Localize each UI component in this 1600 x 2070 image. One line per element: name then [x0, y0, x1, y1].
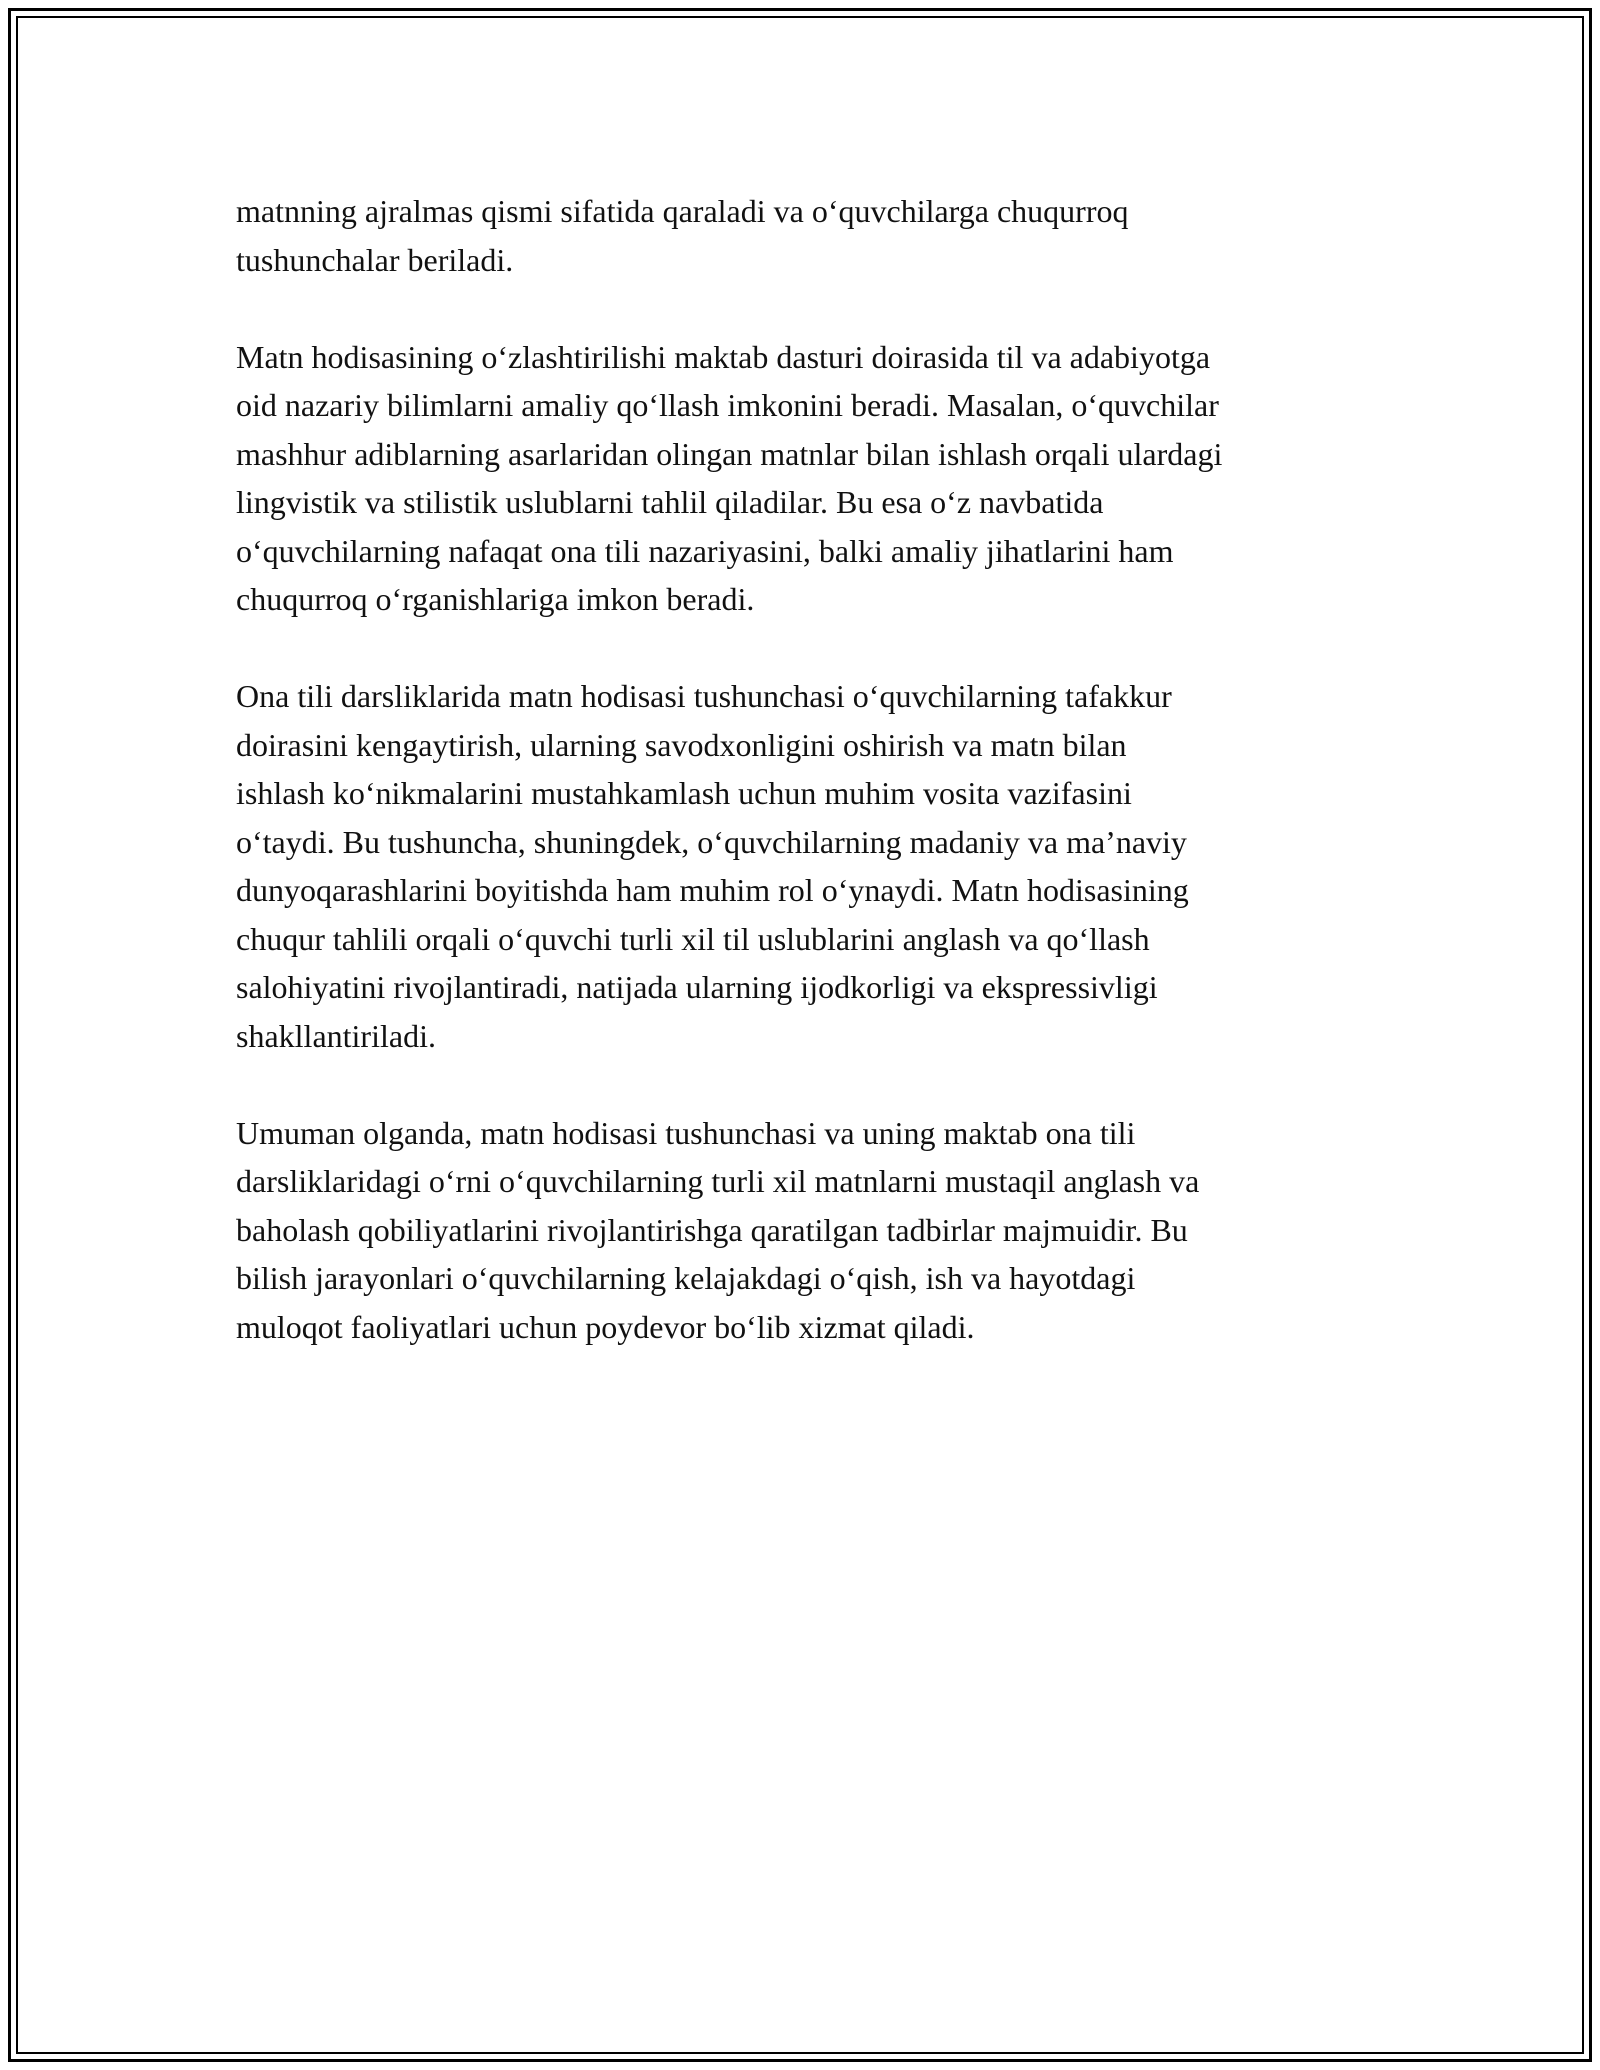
document-body [236, 187, 1386, 1400]
paragraph-textbooks: Ona tili darsliklarida matn hodisasi tushunchasi o‘quvchilarning tafakkur doirasini kengaytirish, ularning savodxonligini oshirish va matn bilan ishlash ko‘nikmalarini mustahkamlash uchun muhim vosita vazifasini o‘taydi. Bu tushuncha, shuningdek, o‘quvchilarning madaniy va ma’naviy dunyoqarashlarini boyitishda ham muhim rol o‘ynaydi. Matn hodisasining chuqur tahlili orqali o‘quvchi turli xil til uslublarini anglash va qo‘llash salohiyatini rivojlantiradi, natijada ularning ijodkorligi va ekspressivligi shakllantiriladi. [236, 678, 1189, 1054]
paragraph-application: Matn hodisasining o‘zlashtirilishi maktab dasturi doirasida til va adabiyotga oid nazariy bilimlarni amaliy qo‘llash imkonini beradi. Masalan, o‘quvchilar mashhur adiblarning asarlaridan olingan matnlar bilan ishlash orqali ulardagi lingvistik va stilistik uslublarni tahlil qiladilar. Bu esa o‘z navbatida o‘quvchilarning nafaqat ona tili nazariyasini, balki amaliy jihatlarini ham chuqurroq o‘rganishlariga imkon beradi. [236, 338, 1223, 617]
paragraph-continuation: matnning ajralmas qismi sifatida qaraladi va o‘quvchilarga chuqurroq tushunchalar beriladi. [236, 193, 1129, 278]
paragraph-conclusion: Umuman olganda, matn hodisasi tushunchasi va uning maktab ona tili darsliklaridagi o‘rni o‘quvchilarning turli xil matnlarni mustaqil anglash va baholash qobiliyatlarini rivojlantirishga qaratilgan tadbirlar majmuidir. Bu bilish jarayonlari o‘quvchilarning kelajakdagi o‘qish, ish va hayotdagi muloqot faoliyatlari uchun poydevor bo‘lib xizmat qiladi. [236, 1114, 1200, 1345]
